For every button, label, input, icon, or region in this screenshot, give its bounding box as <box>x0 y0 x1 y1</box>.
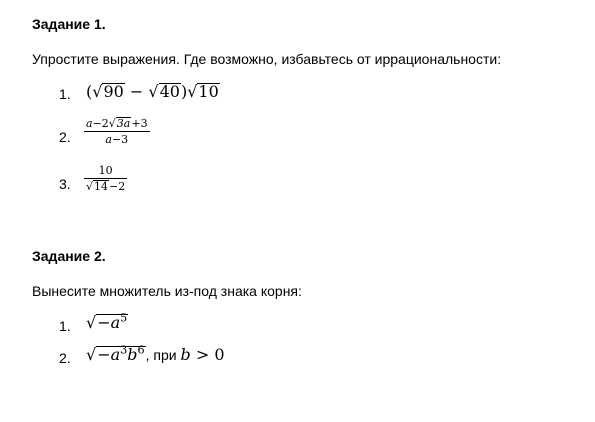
fraction-denominator: a−3 <box>105 133 129 146</box>
task2-instruction: Вынесите множитель из-под знака корня: <box>32 283 302 299</box>
fraction-bar <box>84 178 127 179</box>
task2-item2-expression <box>86 345 225 364</box>
task2-item1-expression <box>86 313 128 332</box>
task1-item3-number: 3. <box>59 176 71 192</box>
radical-90: √90 <box>92 82 124 101</box>
task2-item1-number: 1. <box>59 318 71 334</box>
fraction-numerator: a−2√3a+3 <box>86 117 148 130</box>
condition-variable: b <box>180 345 191 364</box>
fraction-numerator: 10 <box>98 164 113 177</box>
condition-prefix: , при <box>145 347 181 363</box>
task1-item1-number: 1. <box>59 86 71 102</box>
task2-heading: Задание 2. <box>32 248 106 264</box>
radical-10: √10 <box>187 82 219 101</box>
minus-sign: − <box>129 82 144 101</box>
task1-item1-expression <box>86 82 220 101</box>
task1-item2-fraction <box>84 117 150 146</box>
fraction-bar <box>84 131 150 132</box>
task1-item3-fraction <box>84 164 127 193</box>
task1-instruction: Упростите выражения. Где возможно, избавьтесь от иррациональности: <box>32 51 502 67</box>
task2-item2-number: 2. <box>59 350 71 366</box>
task1-heading: Задание 1. <box>32 16 106 32</box>
fraction-denominator: √14−2 <box>86 180 126 193</box>
task1-item2-number: 2. <box>59 129 71 145</box>
radical: $√-a^3b^6$ <box>86 343 145 364</box>
condition-relation: > 0 <box>190 345 225 364</box>
radical: $√-a^5$ <box>86 311 128 332</box>
right-paren: ) <box>180 82 188 101</box>
left-paren: ( <box>86 82 93 101</box>
radical-40: √40 <box>148 82 180 101</box>
